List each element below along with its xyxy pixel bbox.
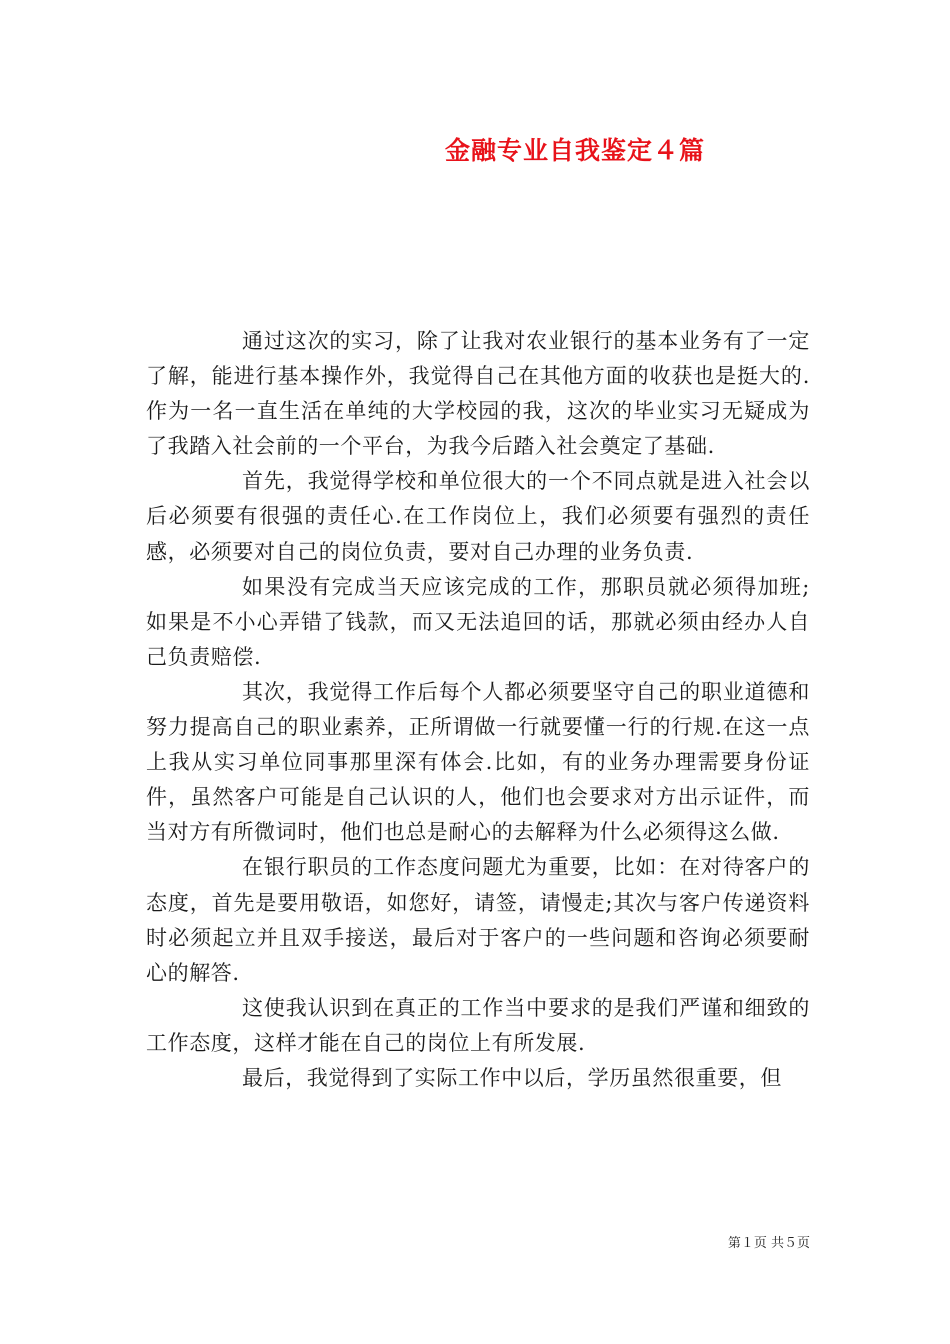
paragraph: 最后，我觉得到了实际工作中以后，学历虽然很重要，但 [242, 1065, 782, 1090]
document-title: 金融专业自我鉴定４篇 [444, 136, 705, 165]
document-body [146, 324, 810, 1096]
paragraph: 如果没有完成当天应该完成的工作，那职员就必须得加班;如果是不小心弄错了钱款，而又无法追回的话，那就必须由经办人自己负责赔偿. [146, 574, 810, 669]
paragraph: 这使我认识到在真正的工作当中要求的是我们严谨和细致的工作态度，这样才能在自己的岗位上有所发展. [146, 995, 810, 1055]
page-number-footer: 第１页 共５页 [727, 1236, 810, 1251]
paragraph: 首先，我觉得学校和单位很大的一个不同点就是进入社会以后必须要有很强的责任心.在工作岗位上，我们必须要有强烈的责任感，必须要对自己的岗位负责，要对自己办理的业务负责. [146, 469, 810, 564]
paragraph: 在银行职员的工作态度问题尤为重要，比如：在对待客户的态度，首先是要用敬语，如您好，请签，请慢走;其次与客户传递资料时必须起立并且双手接送，最后对于客户的一些问题和咨询必须要耐心的解答. [146, 855, 810, 985]
paragraph: 通过这次的实习，除了让我对农业银行的基本业务有了一定了解，能进行基本操作外，我觉得自己在其他方面的收获也是挺大的.作为一名一直生活在单纯的大学校园的我，这次的毕业实习无疑成为了我踏入社会前的一个平台，为我今后踏入社会奠定了基础. [146, 329, 810, 459]
paragraph: 其次，我觉得工作后每个人都必须要坚守自己的职业道德和努力提高自己的职业素养，正所谓做一行就要懂一行的行规.在这一点上我从实习单位同事那里深有体会.比如，有的业务办理需要身份证件，虽然客户可能是自己认识的人，他们也会要求对方出示证件，而当对方有所微词时，他们也总是耐心的去解释为什么必须得这么做. [146, 679, 810, 845]
